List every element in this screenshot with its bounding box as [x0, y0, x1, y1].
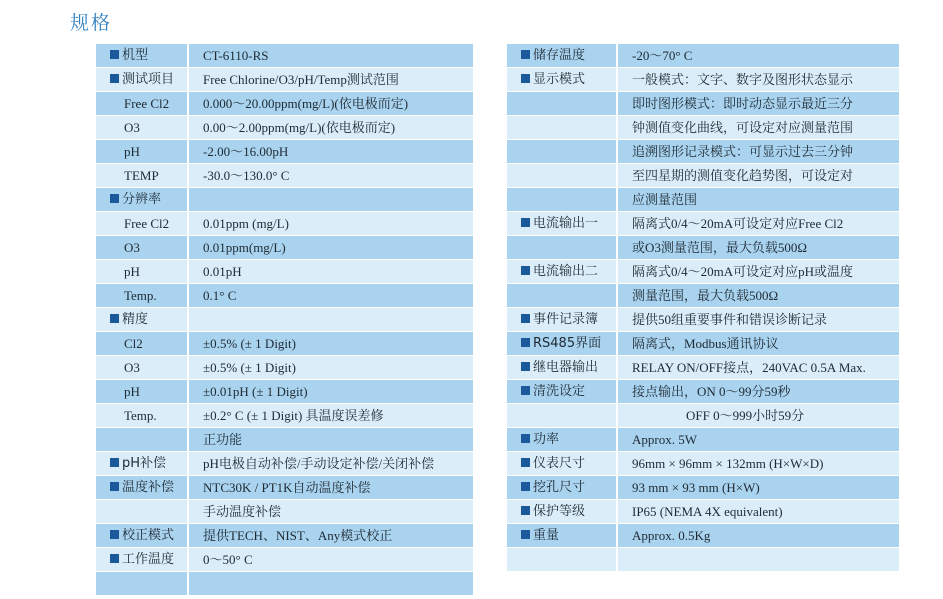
spec-label — [96, 428, 188, 452]
spec-label: 工作温度 — [96, 548, 188, 572]
square-bullet-icon — [110, 314, 119, 323]
spec-label — [507, 164, 617, 188]
spec-row — [507, 404, 899, 428]
spec-value: NTC30K / PT1K自动温度补偿 — [188, 476, 473, 500]
spec-row — [96, 524, 473, 548]
spec-value: CT-6110-RS — [188, 44, 473, 68]
spec-value: 0.000～20.00ppm(mg/L)(依电极而定) — [188, 92, 473, 116]
square-bullet-icon — [521, 338, 530, 347]
spec-value — [617, 548, 899, 572]
spec-label: Free Cl2 — [96, 212, 188, 236]
spec-row — [507, 500, 899, 524]
spec-row — [507, 380, 899, 404]
spec-label: 显示模式 — [507, 68, 617, 92]
square-bullet-icon — [110, 554, 119, 563]
square-bullet-icon — [521, 74, 530, 83]
spec-label — [96, 500, 188, 524]
spec-value: 0～50° C — [188, 548, 473, 572]
spec-label: 挖孔尺寸 — [507, 476, 617, 500]
spec-row — [96, 548, 473, 572]
spec-value: 正功能 — [188, 428, 473, 452]
spec-value: -30.0～130.0° C — [188, 164, 473, 188]
spec-row — [96, 284, 473, 308]
spec-label — [507, 404, 617, 428]
spec-label — [507, 188, 617, 212]
spec-value: -20～70° C — [617, 44, 899, 68]
square-bullet-icon — [521, 386, 530, 395]
spec-value: -2.00～16.00pH — [188, 140, 473, 164]
spec-row — [96, 380, 473, 404]
spec-row — [507, 140, 899, 164]
spec-label: 事件记录簿 — [507, 308, 617, 332]
spec-label: 继电器输出 — [507, 356, 617, 380]
spec-row — [507, 428, 899, 452]
spec-row — [96, 260, 473, 284]
spec-label: pH — [96, 260, 188, 284]
spec-label: pH — [96, 380, 188, 404]
spec-value — [188, 188, 473, 212]
square-bullet-icon — [521, 314, 530, 323]
spec-row — [96, 116, 473, 140]
spec-value: 0.01ppm(mg/L) — [188, 236, 473, 260]
spec-value: 或O3测量范围，最大负载500Ω — [617, 236, 899, 260]
spec-value: ±0.2° C (± 1 Digit) 具温度误差修 — [188, 404, 473, 428]
spec-label: O3 — [96, 236, 188, 260]
spec-label: O3 — [96, 356, 188, 380]
spec-value: Approx. 5W — [617, 428, 899, 452]
spec-row — [507, 164, 899, 188]
spec-value: 0.1° C — [188, 284, 473, 308]
spec-value: Free Chlorine/O3/pH/Temp测试范围 — [188, 68, 473, 92]
spec-label — [507, 284, 617, 308]
spec-value: 即时图形模式：即时动态显示最近三分 — [617, 92, 899, 116]
spec-row — [507, 236, 899, 260]
spec-row — [507, 524, 899, 548]
spec-row — [96, 140, 473, 164]
spec-value: pH电极自动补偿/手动设定补偿/关闭补偿 — [188, 452, 473, 476]
spec-row — [507, 332, 899, 356]
square-bullet-icon — [521, 218, 530, 227]
spec-value: 接点输出，ON 0～99分59秒 — [617, 380, 899, 404]
spec-value: ±0.5% (± 1 Digit) — [188, 332, 473, 356]
spec-label — [507, 140, 617, 164]
spec-label: Cl2 — [96, 332, 188, 356]
spec-value: 手动温度补偿 — [188, 500, 473, 524]
spec-value: 隔离式0/4～20mA可设定对应pH或温度 — [617, 260, 899, 284]
spec-row — [96, 428, 473, 452]
spec-row — [96, 476, 473, 500]
spec-value: ±0.01pH (± 1 Digit) — [188, 380, 473, 404]
spec-value: 96mm × 96mm × 132mm (H×W×D) — [617, 452, 899, 476]
square-bullet-icon — [521, 530, 530, 539]
spec-label: Free Cl2 — [96, 92, 188, 116]
spec-label: 电流输出二 — [507, 260, 617, 284]
spec-value: 提供TECH、NIST、Any模式校正 — [188, 524, 473, 548]
spec-row — [96, 164, 473, 188]
spec-row — [96, 404, 473, 428]
spec-row — [507, 68, 899, 92]
spec-label: 仪表尺寸 — [507, 452, 617, 476]
spec-row — [96, 92, 473, 116]
page-title: 规格 — [70, 12, 113, 34]
square-bullet-icon — [110, 194, 119, 203]
spec-row — [507, 212, 899, 236]
spec-value: 93 mm × 93 mm (H×W) — [617, 476, 899, 500]
spec-row — [96, 308, 473, 332]
spec-value: 至四星期的测值变化趋势图，可设定对 — [617, 164, 899, 188]
spec-row — [96, 236, 473, 260]
spec-label: O3 — [96, 116, 188, 140]
square-bullet-icon — [521, 458, 530, 467]
spec-row — [96, 572, 473, 596]
spec-label: 功率 — [507, 428, 617, 452]
spec-label — [507, 92, 617, 116]
spec-label: 分辨率 — [96, 188, 188, 212]
spec-label: 测试项目 — [96, 68, 188, 92]
spec-label — [507, 548, 617, 572]
spec-label — [96, 572, 188, 596]
spec-label: 保护等级 — [507, 500, 617, 524]
spec-value: ±0.5% (± 1 Digit) — [188, 356, 473, 380]
spec-label: 校正模式 — [96, 524, 188, 548]
spec-row — [507, 476, 899, 500]
spec-row — [96, 212, 473, 236]
spec-label: 储存温度 — [507, 44, 617, 68]
spec-row — [96, 500, 473, 524]
spec-value: 追溯图形记录模式：可显示过去三分钟 — [617, 140, 899, 164]
spec-row — [507, 284, 899, 308]
spec-value: 提供50组重要事件和错误诊断记录 — [617, 308, 899, 332]
spec-value: RELAY ON/OFF接点，240VAC 0.5A Max. — [617, 356, 899, 380]
spec-row — [96, 68, 473, 92]
spec-value: Approx. 0.5Kg — [617, 524, 899, 548]
spec-row — [96, 44, 473, 68]
spec-value: 隔离式0/4～20mA可设定对应Free Cl2 — [617, 212, 899, 236]
spec-value — [188, 308, 473, 332]
square-bullet-icon — [110, 50, 119, 59]
spec-label: TEMP — [96, 164, 188, 188]
spec-label: RS485界面 — [507, 332, 617, 356]
spec-label — [507, 116, 617, 140]
spec-label: Temp. — [96, 284, 188, 308]
spec-row — [507, 356, 899, 380]
spec-table-left — [96, 44, 473, 596]
spec-row — [96, 356, 473, 380]
spec-row — [507, 188, 899, 212]
square-bullet-icon — [110, 74, 119, 83]
spec-label: 重量 — [507, 524, 617, 548]
square-bullet-icon — [521, 362, 530, 371]
spec-row — [507, 92, 899, 116]
spec-label: 机型 — [96, 44, 188, 68]
spec-label: Temp. — [96, 404, 188, 428]
spec-row — [507, 116, 899, 140]
spec-row — [507, 44, 899, 68]
square-bullet-icon — [521, 50, 530, 59]
spec-label: pH — [96, 140, 188, 164]
spec-value: 应测量范围 — [617, 188, 899, 212]
spec-row — [96, 332, 473, 356]
spec-label: 温度补偿 — [96, 476, 188, 500]
square-bullet-icon — [521, 266, 530, 275]
spec-row — [96, 452, 473, 476]
square-bullet-icon — [521, 434, 530, 443]
spec-value — [188, 572, 473, 596]
square-bullet-icon — [110, 482, 119, 491]
square-bullet-icon — [521, 482, 530, 491]
spec-row — [96, 188, 473, 212]
spec-label: 电流输出一 — [507, 212, 617, 236]
spec-value: 一般模式：文字、数字及图形状态显示 — [617, 68, 899, 92]
spec-label: pH补偿 — [96, 452, 188, 476]
square-bullet-icon — [110, 458, 119, 467]
spec-label: 精度 — [96, 308, 188, 332]
spec-value: 0.01pH — [188, 260, 473, 284]
spec-row — [507, 308, 899, 332]
spec-value: 钟测值变化曲线，可设定对应测量范围 — [617, 116, 899, 140]
spec-value: 0.00～2.00ppm(mg/L)(依电极而定) — [188, 116, 473, 140]
spec-table-right — [507, 44, 899, 572]
square-bullet-icon — [110, 530, 119, 539]
spec-value: 0.01ppm (mg/L) — [188, 212, 473, 236]
spec-value: 测量范围，最大负载500Ω — [617, 284, 899, 308]
spec-label — [507, 236, 617, 260]
spec-row — [507, 452, 899, 476]
spec-row — [507, 260, 899, 284]
spec-value: OFF 0～999小时59分 — [617, 404, 899, 428]
square-bullet-icon — [521, 506, 530, 515]
spec-row — [507, 548, 899, 572]
spec-value: 隔离式，Modbus通讯协议 — [617, 332, 899, 356]
spec-label: 清洗设定 — [507, 380, 617, 404]
spec-value: IP65 (NEMA 4X equivalent) — [617, 500, 899, 524]
